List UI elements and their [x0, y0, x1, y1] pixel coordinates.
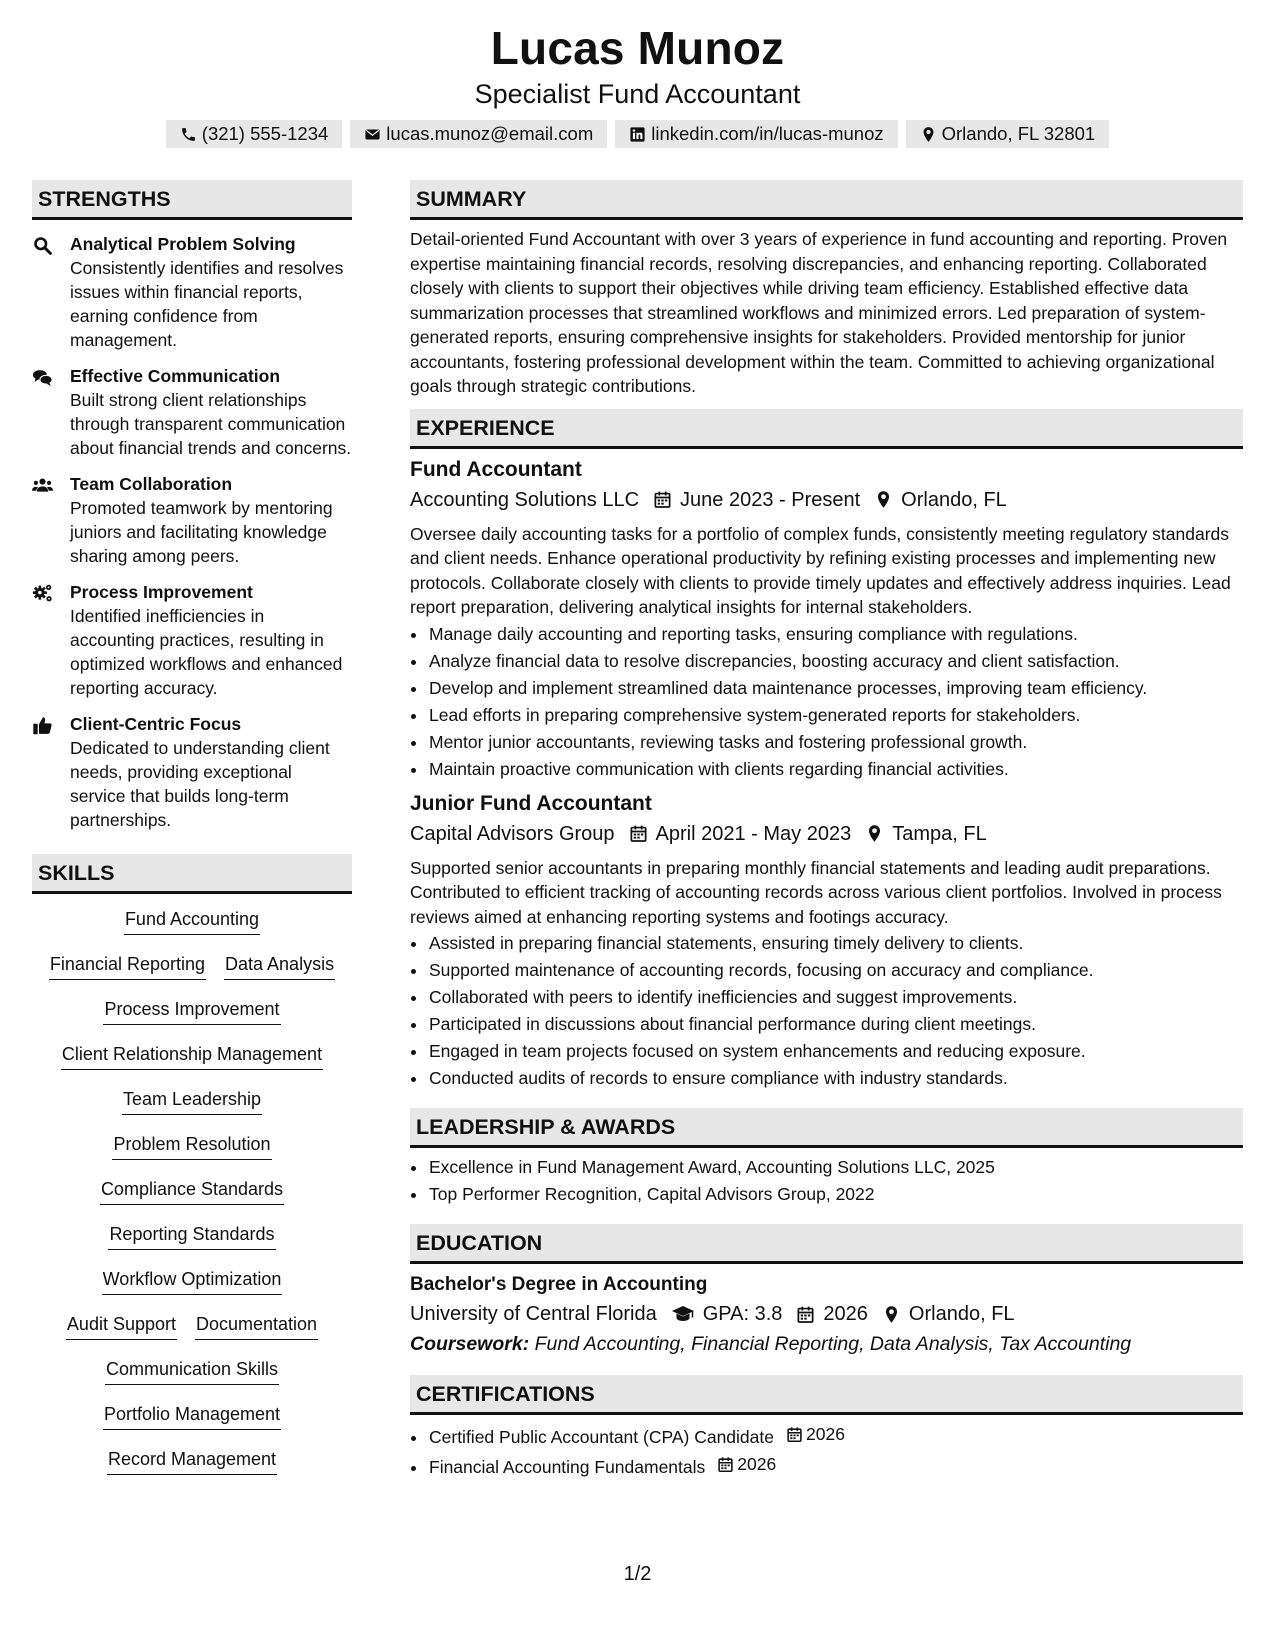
calendar-icon	[786, 1426, 803, 1443]
skill-tag: Audit Support	[66, 1311, 177, 1340]
strengths-heading: STRENGTHS	[32, 180, 352, 220]
strength-item	[32, 580, 352, 700]
certifications-heading: CERTIFICATIONS	[410, 1375, 1243, 1415]
contact-email[interactable]	[350, 120, 607, 148]
job-bullet: • Manage daily accounting and reporting tasks, ensuring compliance with regulations.	[428, 621, 1243, 648]
coursework-label: Coursework:	[410, 1333, 530, 1355]
certification-item	[428, 1421, 1243, 1451]
skill-tag: Client Relationship Management	[61, 1041, 323, 1070]
phone-icon	[180, 126, 197, 143]
strength-text: Promoted teamwork by mentoring juniors and facilitating knowledge sharing among peers.	[70, 498, 333, 566]
strength-text: Identified inefficiencies in accounting practices, resulting in optimized workflows and enhanced reporting accuracy.	[70, 606, 343, 698]
job-dates: June 2023 - Present	[680, 488, 861, 511]
strength-title: Analytical Problem Solving	[70, 234, 296, 254]
education-degree: Bachelor's Degree in Accounting	[410, 1274, 708, 1295]
skill-tag: Portfolio Management	[103, 1401, 281, 1430]
calendar-icon	[717, 1456, 734, 1473]
job-bullet: • Supported maintenance of accounting records, focusing on accuracy and compliance.	[428, 957, 1243, 984]
skill-tag: Fund Accounting	[124, 906, 260, 935]
candidate-title: Specialist Fund Accountant	[474, 79, 801, 109]
job-bullets	[410, 930, 1243, 1092]
resume-header	[0, 20, 1275, 148]
magnifier-icon	[32, 235, 53, 256]
coursework-text: Fund Accounting, Financial Reporting, Data Analysis, Tax Accounting	[534, 1333, 1132, 1355]
job-description: Oversee daily accounting tasks for a portfolio of complex funds, consistently meeting regulatory standards and client needs. Enhance operational productivity by refining existing processes and implementing new protocols. Collaborate closely with clients to provide timely updates and effectively address inquiries. Lead report preparation, delivering analytical insights for internal stakeholders.	[410, 523, 1231, 617]
contact-linkedin-text[interactable]: linkedin.com/in/lucas-munoz	[651, 123, 884, 144]
job-bullets	[410, 621, 1243, 783]
education-year: 2026	[823, 1303, 868, 1325]
job-entry	[410, 789, 1243, 1093]
certification-name: Financial Accounting Fundamentals	[429, 1457, 706, 1477]
awards-heading: LEADERSHIP & AWARDS	[410, 1108, 1243, 1148]
job-meta	[410, 485, 1243, 515]
contact-location-text: Orlando, FL 32801	[941, 123, 1096, 144]
education-heading: EDUCATION	[410, 1224, 1243, 1264]
job-location: Orlando, FL	[901, 488, 1007, 511]
job-bullet: • Collaborated with peers to identify inefficiencies and suggest improvements.	[428, 984, 1243, 1011]
job-bullet: • Maintain proactive communication with clients regarding financial activities.	[428, 756, 1243, 783]
contact-email-text[interactable]: lucas.munoz@email.com	[386, 123, 594, 144]
summary-text: Detail-oriented Fund Accountant with over 3 years of experience in fund accounting and reporting. Proven expertise maintaining financial records, resolving discrepancies, and enhancing reporting. Collaborated closely with clients to support their objectives while driving team efficiency. Established effective data summarization processes that streamlined workflows and minimized errors. Led preparation of system-generated reports, ensuring comprehensive insights for stakeholders. Provided mentorship for junior accountants, fostering professional development within the team. Committed to achieving organizational goals through strategic contributions.	[410, 229, 1228, 396]
job-title: Junior Fund Accountant	[410, 791, 652, 815]
contact-location	[906, 120, 1110, 148]
job-title: Fund Accountant	[410, 457, 582, 481]
certifications-list	[410, 1421, 1243, 1481]
experience-heading: EXPERIENCE	[410, 409, 1243, 449]
job-description: Supported senior accountants in preparing monthly financial statements and leading audit preparations. Contributed to efficient tracking of accounting records across various client portfolios. Involved in process reviews aimed at enhancing reporting systems and footings accuracy.	[410, 857, 1222, 927]
job-entry	[410, 455, 1243, 783]
strength-title: Team Collaboration	[70, 474, 233, 494]
certification-item	[428, 1451, 1243, 1481]
strength-item	[32, 232, 352, 352]
left-column	[32, 180, 352, 1491]
job-meta	[410, 819, 1243, 849]
summary-heading: SUMMARY	[410, 180, 1243, 220]
job-bullet: • Analyze financial data to resolve discrepancies, boosting accuracy and client satisfaction.	[428, 648, 1243, 675]
map-pin-icon	[920, 126, 937, 143]
strength-title: Effective Communication	[70, 366, 281, 386]
skill-tag: Process Improvement	[103, 996, 280, 1025]
strength-text: Built strong client relationships through transparent communication about financial trends and concerns.	[70, 390, 352, 458]
contact-phone-text: (321) 555-1234	[201, 123, 329, 144]
skill-tag: Compliance Standards	[100, 1176, 284, 1205]
skill-tag: Communication Skills	[105, 1356, 279, 1385]
skill-tag: Data Analysis	[224, 951, 335, 980]
right-column	[410, 180, 1243, 1481]
map-pin-icon	[865, 824, 884, 843]
calendar-icon	[629, 824, 648, 843]
job-bullet: • Develop and implement streamlined data maintenance processes, improving team efficiency.	[428, 675, 1243, 702]
candidate-name: Lucas Munoz	[490, 22, 785, 74]
skills-heading: SKILLS	[32, 854, 352, 894]
skills-list	[32, 906, 352, 1491]
job-company: Accounting Solutions LLC	[410, 488, 640, 511]
job-company: Capital Advisors Group	[410, 822, 615, 845]
page-number: 1/2	[623, 1563, 652, 1585]
skill-tag: Financial Reporting	[49, 951, 206, 980]
education-coursework	[410, 1329, 1243, 1359]
skill-tag: Record Management	[107, 1446, 277, 1475]
job-bullet: • Mentor junior accountants, reviewing tasks and fostering professional growth.	[428, 729, 1243, 756]
awards-list	[410, 1154, 1243, 1208]
gears-icon	[32, 583, 53, 604]
thumbs-up-icon	[32, 715, 53, 736]
linkedin-icon	[629, 126, 646, 143]
map-pin-icon	[874, 490, 893, 509]
education-gpa: GPA: 3.8	[702, 1303, 783, 1325]
contact-linkedin[interactable]	[615, 120, 897, 148]
job-bullet: • Conducted audits of records to ensure compliance with industry standards.	[428, 1065, 1243, 1092]
calendar-icon	[796, 1305, 815, 1324]
strength-title: Client-Centric Focus	[70, 714, 242, 734]
strength-text: Consistently identifies and resolves issues within financial reports, earning confidence from management.	[70, 258, 344, 350]
job-bullet: • Lead efforts in preparing comprehensive system-generated reports for stakeholders.	[428, 702, 1243, 729]
strength-item	[32, 364, 352, 460]
calendar-icon	[653, 490, 672, 509]
job-bullet: • Engaged in team projects focused on system enhancements and reducing exposure.	[428, 1038, 1243, 1065]
skill-tag: Team Leadership	[122, 1086, 262, 1115]
education-school: University of Central Florida	[410, 1303, 657, 1325]
strength-item	[32, 472, 352, 568]
job-dates: April 2021 - May 2023	[655, 822, 852, 845]
contact-bar	[0, 120, 1275, 148]
strength-text: Dedicated to understanding client needs, providing exceptional service that builds long-term partnerships.	[70, 738, 330, 830]
certification-year: 2026	[806, 1424, 845, 1444]
envelope-icon	[364, 126, 381, 143]
education-location: Orlando, FL	[908, 1303, 1015, 1325]
job-bullet: • Participated in discussions about financial performance during client meetings.	[428, 1011, 1243, 1038]
award-item: • Excellence in Fund Management Award, Accounting Solutions LLC, 2025	[428, 1154, 1243, 1181]
skill-tag: Problem Resolution	[112, 1131, 271, 1160]
skill-tag: Documentation	[195, 1311, 318, 1340]
job-location: Tampa, FL	[892, 822, 987, 845]
job-bullet: • Assisted in preparing financial statements, ensuring timely delivery to clients.	[428, 930, 1243, 957]
education-meta	[410, 1299, 1243, 1329]
map-pin-icon	[882, 1305, 901, 1324]
users-icon	[32, 475, 53, 496]
graduation-cap-icon	[671, 1302, 695, 1326]
skill-tag: Workflow Optimization	[102, 1266, 283, 1295]
certification-name: Certified Public Accountant (CPA) Candidate	[429, 1427, 774, 1447]
skill-tag: Reporting Standards	[108, 1221, 275, 1250]
strength-item	[32, 712, 352, 832]
contact-phone	[166, 120, 343, 148]
strength-title: Process Improvement	[70, 582, 253, 602]
award-item: • Top Performer Recognition, Capital Advisors Group, 2022	[428, 1181, 1243, 1208]
speech-bubbles-icon	[32, 367, 53, 388]
certification-year: 2026	[737, 1454, 777, 1474]
